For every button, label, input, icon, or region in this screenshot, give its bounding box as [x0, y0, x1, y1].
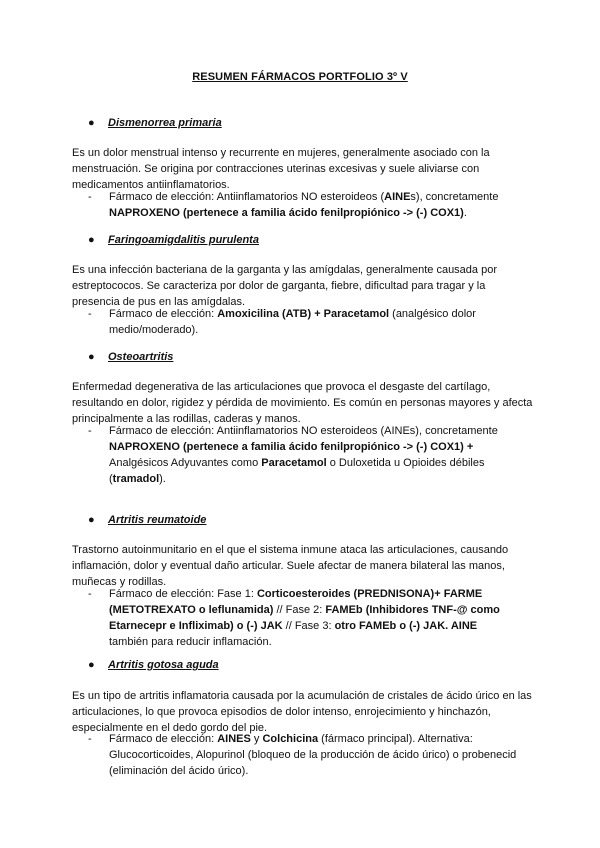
drug-text-part: Paracetamol: [261, 457, 327, 469]
dash-marker: -: [88, 191, 92, 203]
dash-marker: -: [88, 425, 92, 437]
heading-text: Faringoamigdalitis purulenta: [108, 234, 259, 246]
drug-text-part: Fármaco de elección: Antiinflamatorios NO esteroideos (AINEs), concretamente: [109, 425, 498, 437]
drug-text-part: Amoxicilina (ATB) + Paracetamol: [217, 308, 390, 320]
section-description: Es una infección bacteriana de la garganta y las amígdalas, generalmente causada por estreptococos. Se caracteriza por dolor de garganta, fiebre, dificultad para tragar y la presencia de pus en las amígdalas.: [72, 264, 497, 308]
section-heading-osteoartritis: [88, 351, 173, 363]
drug-text-part: o Duloxetida u Opioides débiles (: [109, 457, 485, 485]
section-description: Es un dolor menstrual intenso y recurrente en mujeres, generalmente asociado con la menstruación. Se origina por contracciones uterinas excesivas y suele aliviarse con medicamentos antiinflamatorios.: [72, 147, 490, 191]
section-heading-artritis-reumatoide: [88, 514, 206, 526]
dash-marker: -: [88, 308, 92, 320]
drug-text-part: NAPROXENO (pertenece a familia ácido fenilpropiónico -> (-) COX1): [109, 207, 464, 219]
drug-text-part: también para reducir inflamación.: [109, 636, 272, 648]
document-title: RESUMEN FÁRMACOS PORTFOLIO 3º V: [192, 71, 408, 83]
section-heading-dismenorrea: [88, 117, 222, 129]
section-heading-faringoamigdalitis: [88, 234, 259, 246]
drug-text-part: (analgésico dolor medio/moderado).: [109, 308, 476, 336]
drug-text-part: FAMEb (Inhibidores TNF-@ como Etarnecepr e Infliximab) o (-) JAK: [109, 604, 500, 632]
drug-text-part: AINES: [217, 733, 251, 745]
dash-marker: -: [88, 733, 92, 745]
drug-text-part: Corticoesteroides (PREDNISONA)+ FARME (METOTREXATO o leflunamida): [109, 588, 483, 616]
drug-text-part: y: [250, 733, 263, 745]
section-description: Es un tipo de artritis inflamatoria causada por la acumulación de cristales de ácido úrico en las articulaciones, lo que provoca episodios de dolor intenso, enrojecimiento y hinchazón, especialmente en el dedo gordo del pie.: [72, 690, 532, 734]
drug-text-part: Fármaco de elección: Antiinflamatorios NO esteroideos (: [109, 191, 385, 203]
drug-text-part: AINE: [384, 191, 411, 203]
drug-choice: [88, 731, 518, 779]
dash-marker: -: [88, 588, 92, 600]
drug-text-part: Analgésicos Adyuvantes como: [109, 457, 262, 469]
heading-text: Osteoartritis: [108, 351, 174, 363]
drug-text-part: s), concretamente: [410, 191, 499, 203]
section-description: Enfermedad degenerativa de las articulaciones que provoca el desgaste del cartílago, resultando en dolor, rigidez y pérdida de movimiento. Es común en personas mayores y afecta principalmente a las rodillas, caderas y manos.: [72, 381, 533, 425]
drug-choice: [88, 189, 518, 221]
bullet-icon: ●: [88, 234, 95, 246]
drug-text: [109, 189, 518, 221]
drug-text-part: Fármaco de elección: Fase 1:: [109, 588, 257, 600]
bullet-icon: ●: [88, 514, 95, 526]
bullet-icon: ●: [88, 659, 95, 671]
drug-text: [109, 423, 518, 487]
drug-text-part: ).: [159, 473, 166, 485]
section-description: Trastorno autoinmunitario en el que el sistema inmune ataca las articulaciones, causando inflamación, dolor y eventual daño articular. Suele afectar de manera bilateral las manos, muñecas y rodillas.: [72, 544, 509, 588]
drug-text: [109, 731, 518, 779]
drug-text-part: NAPROXENO (pertenece a familia ácido fenilpropiónico -> (-) COX1) +: [109, 441, 474, 453]
drug-text: [109, 306, 518, 338]
section-heading-artritis-gotosa: [88, 659, 219, 671]
drug-text-part: otro FAMEb o (-) JAK. AINE: [334, 620, 478, 632]
drug-choice: [88, 586, 518, 650]
drug-text-part: Fármaco de elección:: [109, 308, 218, 320]
bullet-icon: ●: [88, 117, 95, 129]
heading-text: Artritis gotosa aguda: [108, 659, 219, 671]
drug-text-part: // Fase 3:: [282, 620, 335, 632]
drug-choice: [88, 306, 518, 338]
drug-text-part: Colchicina: [262, 733, 319, 745]
heading-text: Dismenorrea primaria: [108, 117, 222, 129]
drug-text-part: Fármaco de elección:: [109, 733, 218, 745]
heading-text: Artritis reumatoide: [108, 514, 207, 526]
drug-choice: [88, 423, 518, 487]
drug-text-part: .: [463, 207, 467, 219]
bullet-icon: ●: [88, 351, 95, 363]
drug-text-part: // Fase 2:: [273, 604, 326, 616]
drug-text-part: tramadol: [112, 473, 160, 485]
drug-text: [109, 586, 518, 650]
drug-text-part: (fármaco principal). Alternativa: Glucocorticoides, Alopurinol (bloqueo de la producción de ácido úrico) o probenecid (eliminación del ácido úrico).: [109, 733, 517, 777]
